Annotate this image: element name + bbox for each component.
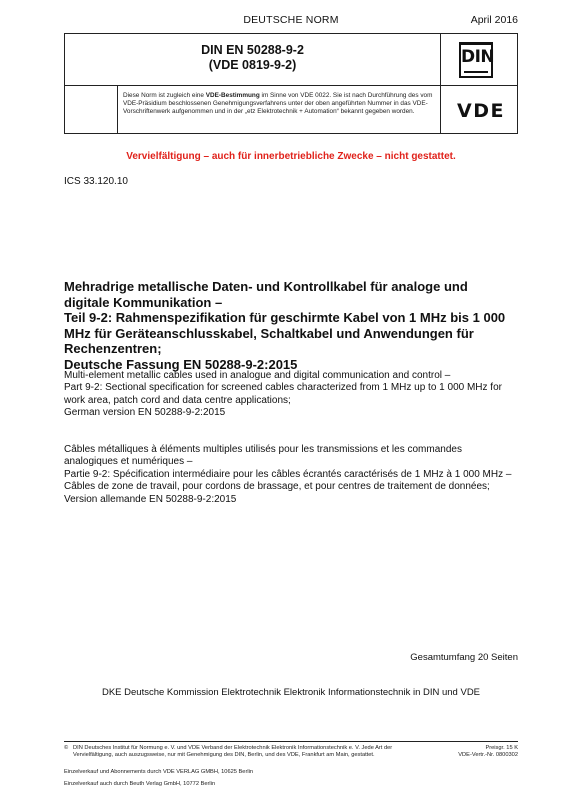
standard-number-box [64, 33, 518, 86]
title-french-line: Version allemande EN 50288-9-2:2015 [64, 493, 237, 505]
vde-notice-box [64, 86, 518, 134]
price-group: Preisgr. 15 K [485, 745, 518, 751]
document-type: DEUTSCHE NORM [243, 14, 339, 26]
din-logo [459, 42, 493, 78]
copyright-text: DIN Deutsches Institut für Normung e. V. und VDE Verband der Elektrotechnik Elektronik Informationstechnik e. V. Jede Art der Vervielfältigung, auch auszugsweise, nur mit Genehmigung des DIN, Berlin, und des VDE, Frankfurt am Main, gestattet. [73, 745, 393, 759]
sales-vde-line: Einzelverkauf und Abonnements durch VDE VERLAG GMBH, 10625 Berlin [64, 769, 254, 775]
box-divider [440, 86, 441, 133]
total-pages: Gesamtumfang 20 Seiten [410, 652, 518, 663]
copyright-notice [64, 745, 424, 759]
title-english [64, 370, 516, 420]
box-divider [440, 34, 441, 85]
vde-notice-text [123, 92, 435, 117]
vde-notice-part2: im Sinne von VDE 0022. Sie ist nach Durchführung des vom VDE-Präsidium beschlossenen Genehmigungsverfahrens unter der oben angeführten Nummer in das VDE-Vorschriftenwerk aufgenommen und in der „etz Elektrotechnik + Automation“ bekannt gegeben worden. [123, 92, 433, 116]
reproduction-warning: Vervielfältigung – auch für innerbetriebliche Zwecke – nicht gestattet. [126, 151, 456, 162]
title-german [64, 279, 516, 372]
notice-left-divider [117, 86, 118, 133]
vde-classification-number: (VDE 0819-9-2) [208, 58, 297, 72]
publication-date: April 2016 [470, 14, 518, 26]
header-bar [64, 14, 518, 28]
title-french [64, 444, 516, 506]
committee-line: DKE Deutsche Kommission Elektrotechnik Elektronik Informationstechnik in DIN und VDE [101, 687, 481, 698]
title-english-line: German version EN 50288-9-2:2015 [64, 407, 226, 419]
din-logo-text: DIN [461, 47, 495, 67]
vde-notice-bold: VDE-Bestimmung [205, 92, 260, 99]
title-english-line: Part 9-2: Sectional specification for screened cables characterized from 1 MHz up to 1 000 MHz for work area, patch cord and data centre applications; [64, 382, 502, 406]
title-german-line: Deutsche Fassung EN 50288-9-2:2015 [64, 356, 298, 372]
footer-divider [64, 741, 518, 742]
standard-number-block [65, 43, 440, 73]
sales-beuth-line: Einzelverkauf auch durch Beuth Verlag GmbH, 10772 Berlin [64, 781, 216, 787]
vde-order-number: VDE-Vertr.-Nr. 0800302 [458, 752, 518, 759]
ics-code: ICS 33.120.10 [64, 176, 128, 187]
title-french-line: Partie 9-2: Spécification intermédiaire pour les câbles écrantés caractérisés de 1 MHz à 1 000 MHz – Câbles de zone de travail, pour cordons de brassage, et pour centres de traitement de données; [64, 468, 512, 493]
standard-number: DIN EN 50288-9-2 [201, 43, 304, 57]
title-german-line: Teil 9-2: Rahmenspezifikation für geschirmte Kabel von 1 MHz bis 1 000 MHz für Geräteanschlusskabel, Schaltkabel und Anwendungen für Rechenzentren; [64, 310, 506, 356]
price-info [458, 745, 518, 759]
title-german-line: Mehradrige metallische Daten- und Kontrollkabel für analoge und digitale Kommunikation – [64, 279, 468, 310]
din-logo-bar [464, 71, 488, 73]
vde-notice-part1: Diese Norm ist zugleich eine [123, 92, 206, 99]
vde-logo: VDE [457, 100, 505, 122]
title-french-line: Câbles métalliques à éléments multiples utilisés pour les transmissions et les commandes analogiques et numériques – [64, 444, 462, 468]
title-english-line: Multi-element metallic cables used in analogue and digital communication and control – [64, 370, 451, 381]
copyright-symbol: © [64, 745, 69, 751]
